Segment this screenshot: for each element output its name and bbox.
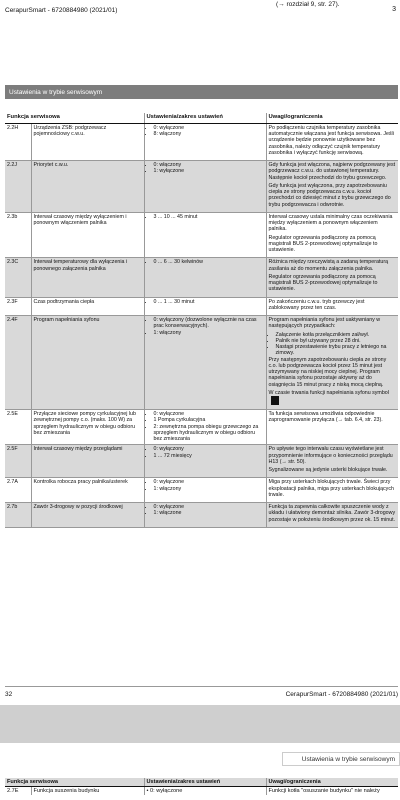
setting-item: • 1 Pompa cyrkulacyjna xyxy=(154,417,264,423)
settings-cell xyxy=(144,123,266,160)
page-number: 32 xyxy=(5,691,13,698)
settings-cell xyxy=(144,410,266,445)
next-table-row xyxy=(5,787,398,796)
note-paragraph: Funkcja ta zapewnia całkowite spuszczenie wody z układu i ułatwiony demontaż silnika. Zawór 3-drogowy pozostaje w położeniu środkowym przez ok. 15 minut. xyxy=(268,504,396,523)
next-table-header-row xyxy=(5,778,398,787)
top-strip xyxy=(0,0,400,18)
note-item: • Nastąpi przestawienie trybu pracy z letniego na zimowy. xyxy=(276,344,397,357)
function-code: 2.5E xyxy=(5,410,31,445)
setting-item: • 0: włączony xyxy=(154,162,264,168)
function-code: 2.7b xyxy=(5,503,31,528)
setting-item: • 3 ... 10 ... 45 minut xyxy=(154,214,264,220)
next-header-notes: Uwagi/ograniczenia xyxy=(266,778,398,787)
setting-item: • 0: wyłączone xyxy=(154,504,264,510)
notes-cell xyxy=(266,123,398,160)
notes-cell xyxy=(266,503,398,528)
setting-item: • 0: wyłączone xyxy=(154,125,264,131)
page-gap xyxy=(0,705,400,743)
table-row xyxy=(5,410,398,445)
next-page-table xyxy=(5,778,398,795)
section-header-bar xyxy=(5,85,398,99)
service-symbol-icon xyxy=(271,396,279,405)
table-header-row xyxy=(5,113,398,123)
setting-item: • 1: włączony xyxy=(154,486,264,492)
settings-cell xyxy=(144,212,266,258)
setting-item: • 2: zewnętrzna pompa obiegu grzewczego za sprzęgłem hydraulicznym w obiegu odbioru bez zmieszania xyxy=(154,424,264,443)
note-text: W czasie trwania funkcji napełniania syfonu symbol xyxy=(268,389,389,396)
function-name: Czas podtrzymania ciepła xyxy=(31,297,144,316)
note-paragraph: Miga przy usterkach blokujących trwale. Świeci przy eksploatacji palnika, miga przy usterkach blokujących trwale. xyxy=(268,479,394,498)
settings-list xyxy=(147,299,264,305)
notes-cell xyxy=(266,297,398,316)
note-paragraph: Przy następnym zapotrzebowaniu ciepła ze strony c.o. lub podgrzewacza kocioł przez 15 minut jest utrzymywany na niskiej mocy cieplnej. Program napełniania syfonu pozostaje aktywny aż do osiągnięcia 15 minut pracy z niską mocą cieplną. xyxy=(268,356,387,388)
settings-list xyxy=(147,411,264,442)
page-footer xyxy=(5,686,398,699)
function-name: Przyłącze sieciowe pompy cyrkulacyjnej lub zewnętrznej pompy c.o. (maks. 100 W) za sprzęgłem hydraulicznym w obiegu odbioru bez zmieszania xyxy=(31,410,144,445)
row-code: 2.7E xyxy=(7,788,19,794)
settings-list xyxy=(147,317,264,336)
setting-item: • 0 ... 6 ... 30 kelwinów xyxy=(154,259,264,265)
service-functions-table xyxy=(5,113,398,528)
function-code: 2.3C xyxy=(5,258,31,297)
settings-list xyxy=(147,446,264,459)
function-code: 2.4F xyxy=(5,316,31,410)
function-name: Program napełniania syfonu xyxy=(31,316,144,410)
note-paragraph: Regulator ogrzewania podłączony za pomocą magistrali BUS 2-przewodowej optymalizuje to ustawienie. xyxy=(268,273,378,293)
setting-item: • 0: wyłączony xyxy=(154,446,264,452)
function-name: Interwał czasowy między wyłączeniem i ponownym włączeniem palnika xyxy=(31,212,144,258)
notes-cell xyxy=(266,161,398,213)
note-paragraph: Po zakończeniu c.w.u. tryb grzewczy jest zablokowany przez ten czas. xyxy=(268,298,365,311)
settings-cell xyxy=(144,297,266,316)
notes-cell xyxy=(266,212,398,258)
function-code: 2.3b xyxy=(5,212,31,258)
notes-cell xyxy=(266,316,398,410)
note-list xyxy=(269,332,397,357)
setting-item: • 0: wyłączone xyxy=(154,479,264,485)
settings-list xyxy=(147,214,264,220)
function-code: 2.2J xyxy=(5,161,31,213)
setting-item: • 0: wyłączony (dozwolone wyłącznie na czas prac konserwacyjnych). xyxy=(154,317,264,330)
function-code: 2.7A xyxy=(5,478,31,503)
note-paragraph: Program napełniania syfonu jest uaktywniany w następujących przypadkach: xyxy=(268,317,381,330)
function-name: Priorytet c.w.u. xyxy=(31,161,144,213)
next-section-title: Ustawienia w trybie serwisowym xyxy=(301,756,395,763)
row-setting-text: 0: wyłączone xyxy=(150,788,183,794)
settings-list xyxy=(147,504,264,517)
document-reference: CerapurSmart - 6720884980 (2021/01) xyxy=(285,691,398,698)
note-paragraph: Ta funkcja serwisowa umożliwia odpowiednie zaprogramowanie przyłącza (→ tab. 6.4, str. 23). xyxy=(268,411,383,424)
row-note: Funkcji kotła "osuszanie budynku" nie należy xyxy=(266,787,398,796)
notes-cell xyxy=(266,478,398,503)
function-code: 2.2H xyxy=(5,123,31,160)
function-name: Kontrolka robocza pracy palnika/usterek xyxy=(31,478,144,503)
previous-page-ref-text: (→ rozdział 9, str. 27). xyxy=(276,1,340,8)
notes-cell xyxy=(266,258,398,297)
next-header-settings: Ustawienia/zakres ustawień xyxy=(144,778,266,787)
section-title: Ustawienia w trybie serwisowym xyxy=(9,89,103,96)
header-function: Funkcja serwisowa xyxy=(5,113,144,123)
settings-list xyxy=(147,479,264,492)
note-item: • Załączenie kotła przełącznikiem zał/wył. xyxy=(276,332,397,338)
table-row xyxy=(5,297,398,316)
settings-cell xyxy=(144,258,266,297)
next-page-section-header xyxy=(282,752,400,766)
table-row xyxy=(5,503,398,528)
setting-item: • 0 ... 1 ... 30 minut xyxy=(154,299,264,305)
note-paragraph: Po upływie tego interwału czasu wyświetlane jest przypomnienie informujące o konieczności przeglądu H13 (→ str. 50). xyxy=(268,446,393,465)
function-name: Zawór 3-drogowy w pozycji środkowej xyxy=(31,503,144,528)
setting-item: • 0: wyłączone xyxy=(154,411,264,417)
note-paragraph xyxy=(269,390,397,405)
function-name: Urządzenia ZSB: podgrzewacz pojemnościowy c.w.u. xyxy=(31,123,144,160)
function-code: 2.5F xyxy=(5,445,31,478)
table-row xyxy=(5,258,398,297)
settings-cell xyxy=(144,316,266,410)
note-paragraph: Sygnalizowane są jedynie usterki blokujące trwałe. xyxy=(268,467,388,474)
next-header-function: Funkcja serwisowa xyxy=(5,778,144,787)
header-settings: Ustawienia/zakres ustawień xyxy=(144,113,266,123)
settings-cell xyxy=(144,503,266,528)
table-row xyxy=(5,445,398,478)
settings-cell xyxy=(144,445,266,478)
note-paragraph: Różnica między rzeczywistą a zadaną temperaturą zasilania aż do momentu załączenia palnika. xyxy=(268,259,389,272)
settings-list xyxy=(147,259,264,265)
note-item: • Palnik nie był używany przez 28 dni. xyxy=(276,338,397,344)
note-paragraph: Gdy funkcja jest wyłączona, przy zapotrzebowaniu ciepła ze strony podgrzewacza c.w.u. kocioł przechodzi co dziesięć minut z trybu grzewczego do trybu podgrzewacza i odwrotnie. xyxy=(268,182,391,208)
table-row xyxy=(5,212,398,258)
settings-list xyxy=(147,162,264,175)
function-name: Interwał czasowy między przeglądami xyxy=(31,445,144,478)
setting-item: • 8: włączony xyxy=(154,131,264,137)
previous-page-number: 3 xyxy=(392,6,396,13)
note-paragraph: Interwał czasowy ustala minimalny czas oczekiwania między wyłączeniem a ponownym włączeniem palnika. xyxy=(268,213,393,233)
settings-cell xyxy=(144,478,266,503)
setting-item: • 1: włączone xyxy=(154,510,264,516)
setting-item: • 1 ... 72 miesięcy xyxy=(154,453,264,459)
setting-item: • 1: wyłączone xyxy=(154,168,264,174)
notes-cell xyxy=(266,445,398,478)
note-paragraph: Gdy funkcja jest włączona, najpierw podgrzewany jest podgrzewacz c.w.u. do ustawionej temperatury. Następnie kocioł przechodzi do trybu grzewczego. xyxy=(268,162,396,181)
row-name: Funkcja suszenia budynku xyxy=(31,787,144,796)
setting-item: • 1: włączony xyxy=(154,330,264,336)
row-setting: • 0: wyłączone xyxy=(144,787,266,796)
notes-cell xyxy=(266,410,398,445)
settings-list xyxy=(147,125,264,138)
previous-page-doc-ref: CerapurSmart - 6720884980 (2021/01) xyxy=(5,7,118,14)
function-name: Interwał temperaturowy dla wyłączenia i ponownego załączenia palnika xyxy=(31,258,144,297)
function-code: 2.3F xyxy=(5,297,31,316)
note-paragraph: Regulator ogrzewania podłączony za pomocą magistrali BUS 2-przewodowej optymalizuje to ustawienie. xyxy=(268,234,378,254)
note-paragraph: Po podłączeniu czujnika temperatury zasobnika automatycznie włączana jest funkcja serwisowa. Jeśli urządzenie będzie ponownie użytkowane bez zasobnika, należy odłączyć czujnik temperatury zasobnika i wyłączyć funkcję serwisową. xyxy=(268,124,394,156)
table-row xyxy=(5,478,398,503)
table-row xyxy=(5,123,398,160)
settings-cell xyxy=(144,161,266,213)
header-notes: Uwagi/ograniczenia xyxy=(266,113,398,123)
table-row xyxy=(5,161,398,213)
table-row xyxy=(5,316,398,410)
